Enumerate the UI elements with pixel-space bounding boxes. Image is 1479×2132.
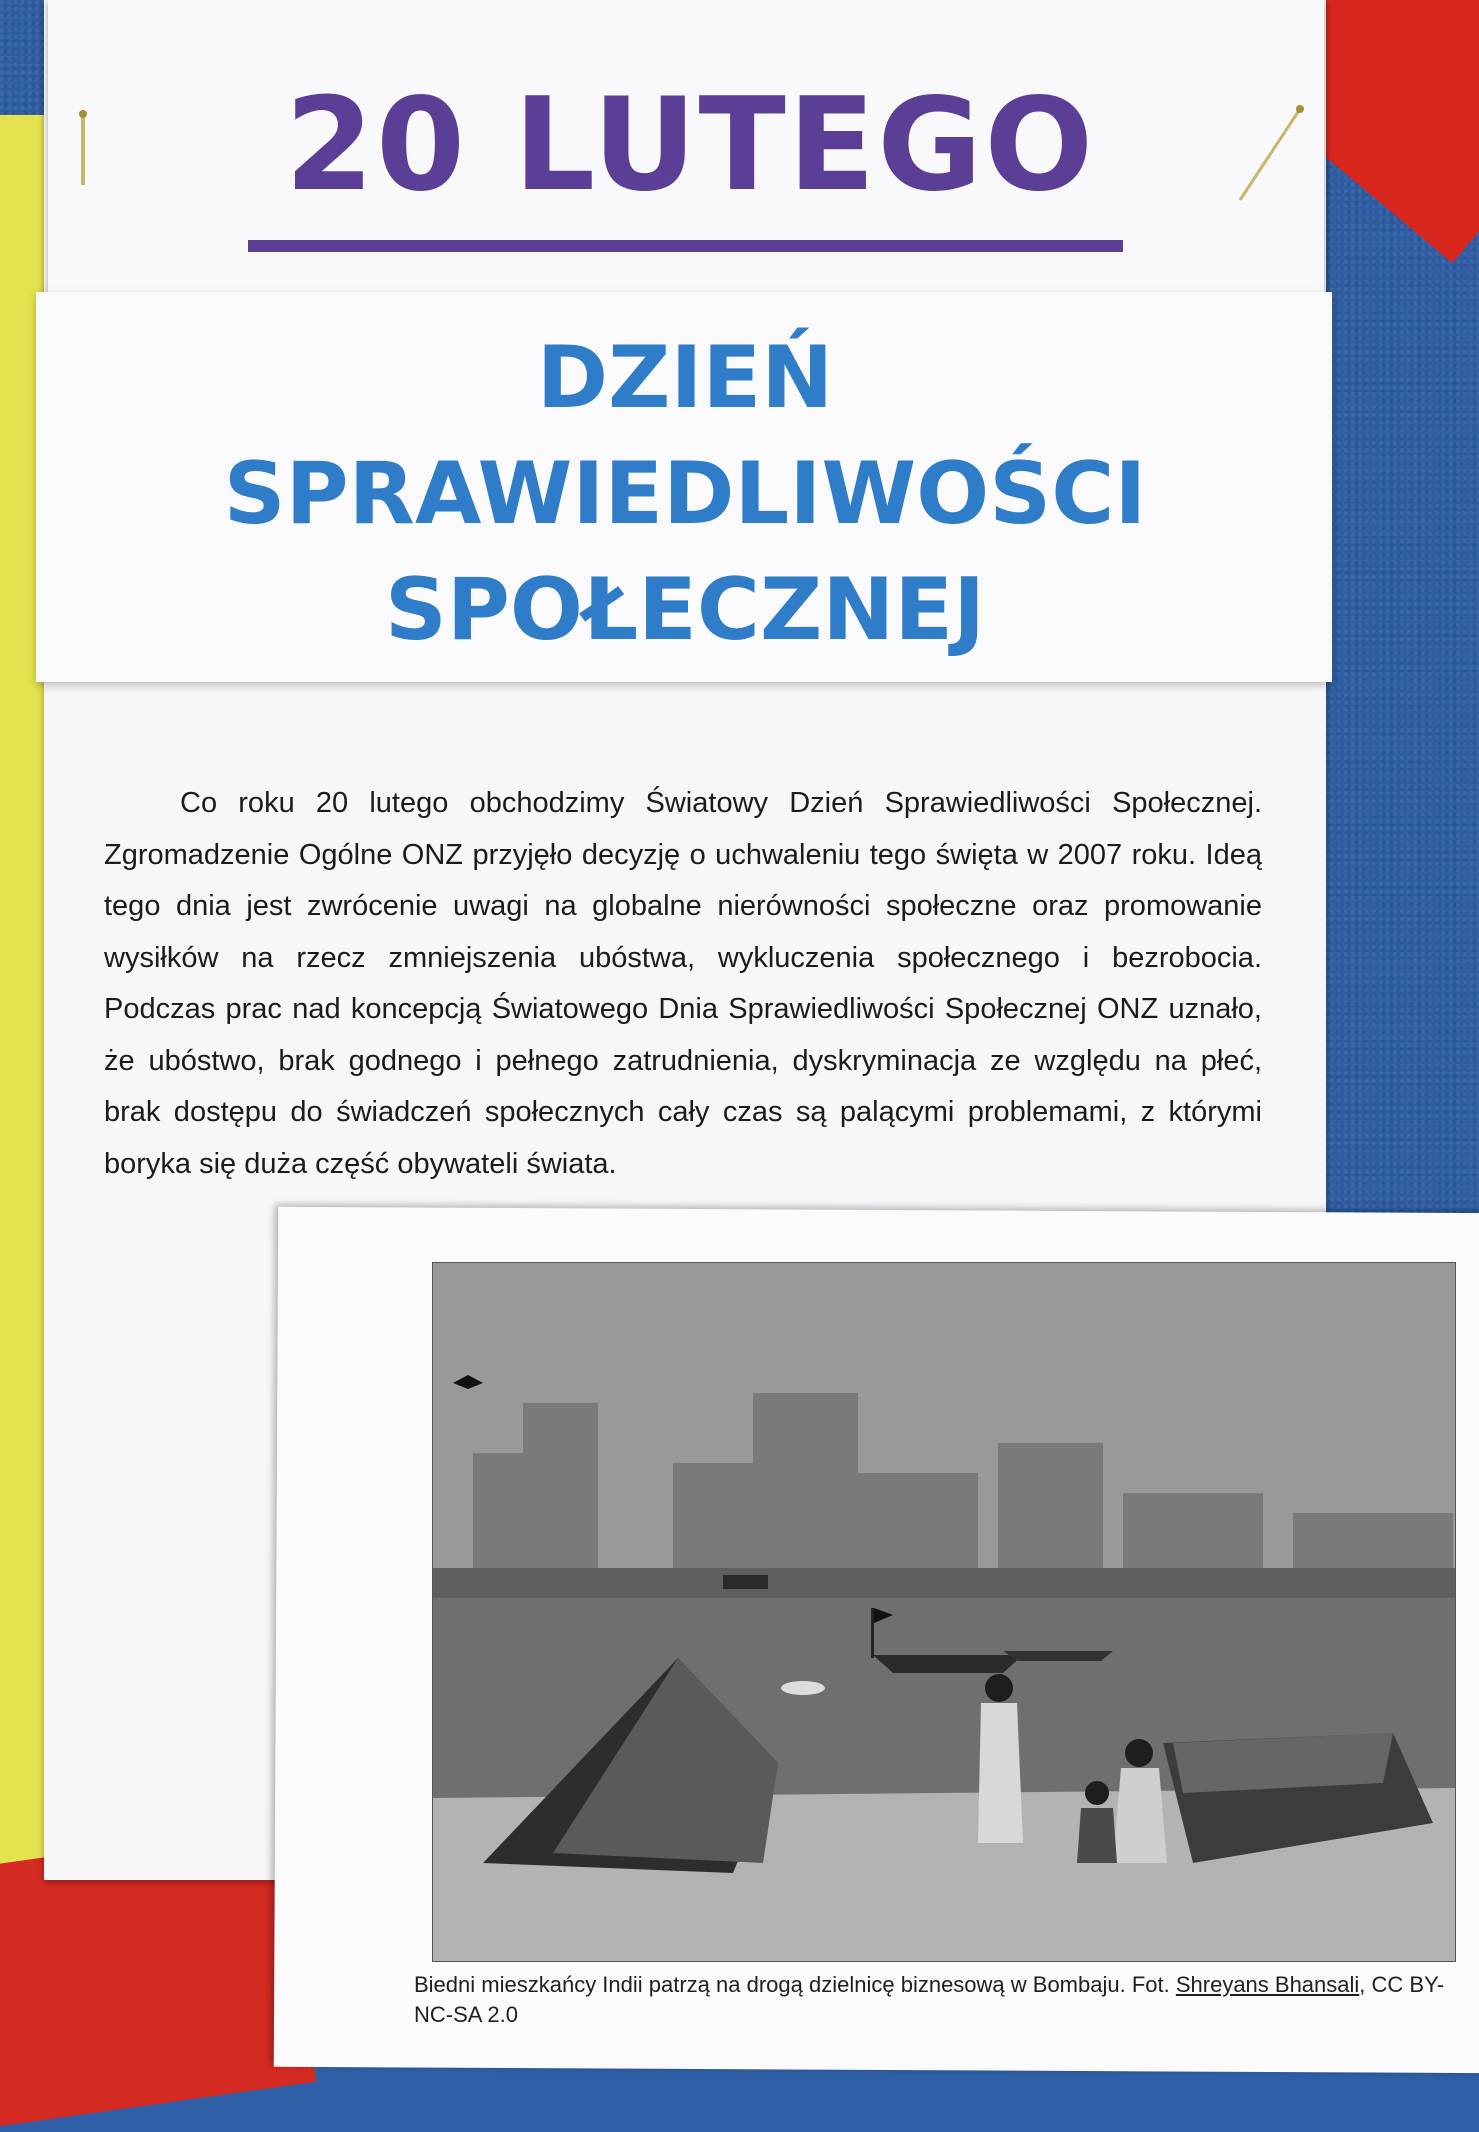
caption-author-link[interactable]: Shreyans Bhansali [1175,1972,1360,1997]
title-line-2: SPRAWIEDLIWOŚCI [223,444,1147,544]
body-paragraph: Co roku 20 lutego obchodzimy Światowy Dzień Sprawiedliwości Społecznej. Zgromadzenie Ogólne ONZ przyjęło decyzję o uchwaleniu tego święta w 2007 roku. Ideą tego dnia jest zwrócenie uwagi na globalne nierówności społeczne oraz promowanie wysiłków na rzecz zmniejszenia ubóstwa, wykluczenia społecznego i bezrobocia. Podczas prac nad koncepcją Światowego Dnia Sprawiedliwości Społecznej ONZ uznało, że ubóstwo, brak godnego i pełnego zatrudnienia, dyskryminacja ze względu na płeć, brak dostępu do świadczeń społecznych cały czas są palącymi problemami, z którymi boryka się duża część obywateli świata. [104,787,1262,1180]
push-pin-right-icon [1235,105,1305,205]
caption-text: Biedni mieszkańcy Indii patrzą na drogą dzielnicę biznesową w Bombaju. Fot. [414,1972,1176,1997]
title-line-3: SPOŁECZNEJ [384,560,986,660]
photo-caption [414,1970,1474,2030]
date-underline [248,240,1123,252]
caption-license: , CC BY-NC-SA 2.0 [414,1972,1445,2027]
bombay-photo [432,1262,1456,1962]
push-pin-left-icon [76,110,90,190]
photo-illustration [433,1263,1455,1961]
date-heading: 20 LUTEGO [284,71,1096,220]
title-line-1: DZIEŃ [536,328,834,428]
poster-title [60,320,1310,668]
